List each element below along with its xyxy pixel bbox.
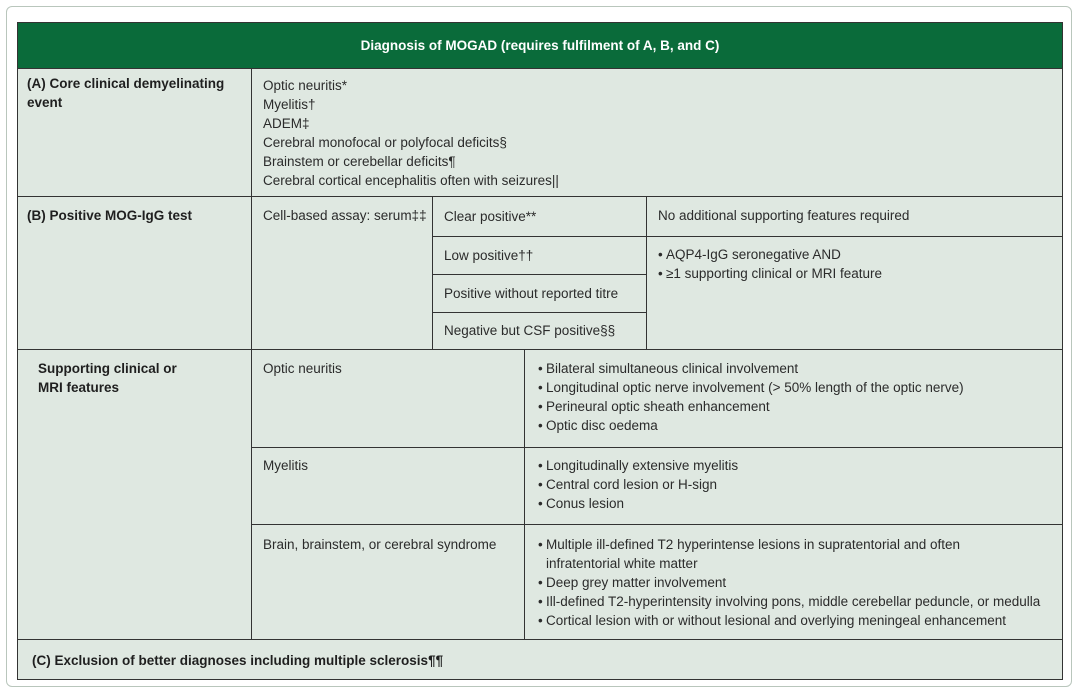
rule — [432, 274, 646, 275]
requirement-item: • AQP4-IgG seronegative AND — [658, 245, 882, 264]
section-c-label: (C) Exclusion of better diagnoses including multiple sclerosis¶¶ — [32, 653, 444, 668]
syndrome-myelitis: Myelitis — [263, 458, 309, 473]
rule — [251, 524, 1062, 525]
rule — [524, 349, 525, 639]
table-title: Diagnosis of MOGAD (requires fulfilment of A, B, and C) — [18, 23, 1062, 68]
clear-positive-requirement: No additional supporting features required — [658, 208, 910, 223]
feature-item: • Longitudinal optic nerve involvement (> 50% length of the optic nerve) — [538, 378, 964, 397]
rule — [432, 196, 433, 349]
feature-item: • Ill-defined T2-hyperintensity involving pons, middle cerebellar peduncle, or medulla — [538, 592, 1038, 611]
rule — [432, 236, 1062, 237]
rule — [18, 196, 1062, 197]
rule — [432, 312, 646, 313]
assay-type: Cell-based assay: serum‡‡ — [263, 208, 427, 223]
feature-item: • Perineural optic sheath enhancement — [538, 397, 964, 416]
feature-item: • Longitudinally extensive myelitis — [538, 456, 738, 475]
rule — [251, 349, 252, 639]
feature-item: • Optic disc oedema — [538, 416, 964, 435]
feature-item: • Multiple ill-defined T2 hyperintense lesions in supratentorial and often infratentorial white matter — [538, 535, 1038, 573]
core-event-item: Optic neuritis* — [263, 78, 348, 93]
requirement-item: • ≥1 supporting clinical or MRI feature — [658, 264, 882, 283]
result-low-positive: Low positive†† — [444, 248, 534, 263]
result-positive-no-titre: Positive without reported titre — [444, 286, 619, 301]
core-event-item: ADEM‡ — [263, 116, 310, 131]
rule — [18, 639, 1062, 640]
core-event-item: Cerebral cortical encephalitis often with seizures|| — [263, 173, 559, 188]
core-event-item: Cerebral monofocal or polyfocal deficits§ — [263, 135, 507, 150]
syndrome-optic-neuritis: Optic neuritis — [263, 361, 342, 376]
rule — [18, 68, 1062, 69]
feature-item: • Bilateral simultaneous clinical involvement — [538, 359, 964, 378]
rule — [251, 196, 252, 349]
core-event-item: Myelitis† — [263, 97, 316, 112]
section-a-label: (A) Core clinical demyelinating event — [27, 76, 225, 110]
feature-item: • Conus lesion — [538, 494, 738, 513]
result-clear-positive: Clear positive** — [444, 209, 537, 224]
result-negative-csf-positive: Negative but CSF positive§§ — [444, 323, 616, 338]
rule — [251, 447, 1062, 448]
feature-item: • Central cord lesion or H-sign — [538, 475, 738, 494]
diagnostic-criteria-table — [17, 22, 1063, 680]
rule — [646, 196, 647, 349]
myelitis-features — [538, 456, 738, 513]
core-event-item: Brainstem or cerebellar deficits¶ — [263, 154, 456, 169]
syndrome-brain: Brain, brainstem, or cerebral syndrome — [263, 537, 497, 552]
feature-item: • Deep grey matter involvement — [538, 573, 1038, 592]
other-result-requirements — [658, 245, 882, 283]
feature-item: • Cortical lesion with or without lesional and overlying meningeal enhancement — [538, 611, 1038, 630]
brain-features — [538, 535, 1041, 630]
rule — [18, 349, 1062, 350]
supporting-label-line1: Supporting clinical or — [38, 361, 177, 376]
section-b-label: (B) Positive MOG-IgG test — [27, 208, 193, 223]
supporting-label-line2: MRI features — [38, 380, 120, 395]
optic-neuritis-features — [538, 359, 964, 435]
rule — [251, 68, 252, 196]
